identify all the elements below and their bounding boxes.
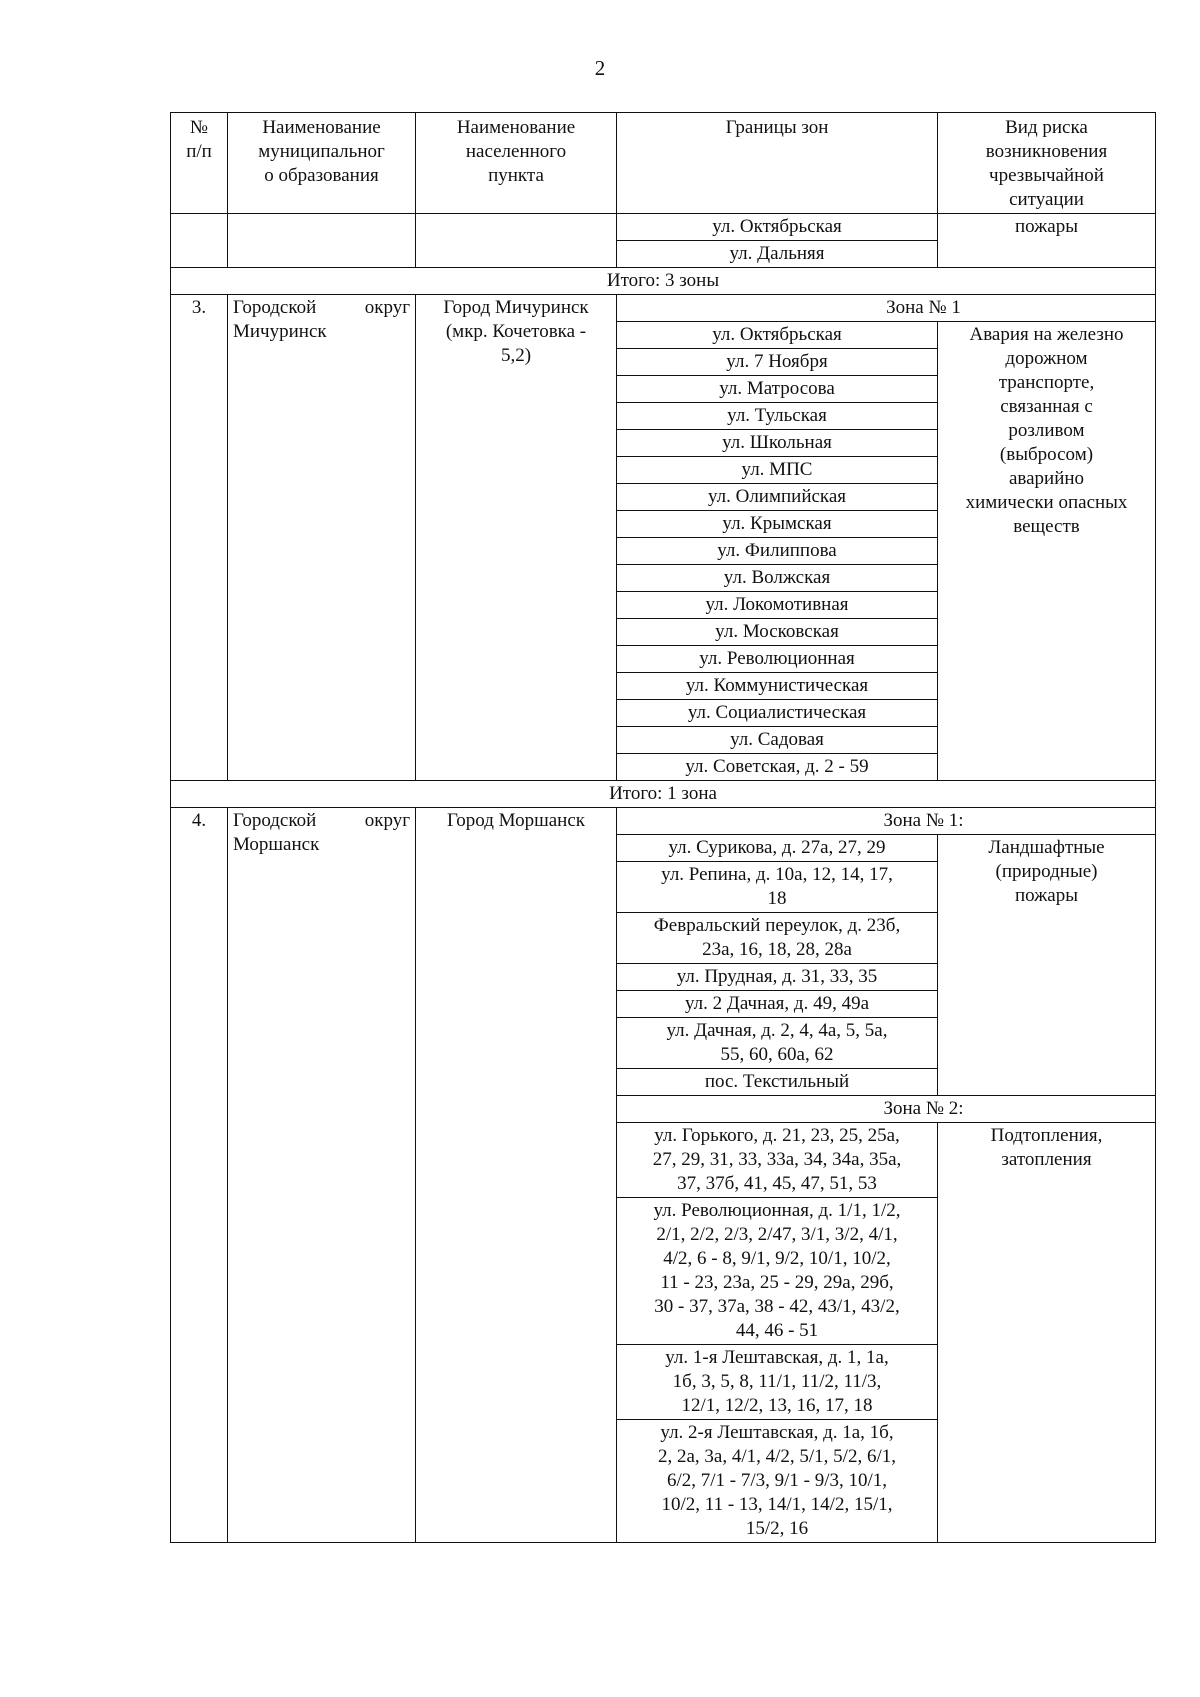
street-cell: ул. Советская, д. 2 - 59	[617, 754, 938, 781]
street-cell: ул. Октябрьская	[617, 214, 938, 241]
street-cell: ул. Репина, д. 10а, 12, 14, 17, 18	[617, 862, 938, 913]
street-cell: ул. Дачная, д. 2, 4, 4а, 5, 5а, 55, 60, 60а, 62	[617, 1018, 938, 1069]
total-row: Итого: 1 зона	[171, 781, 1156, 808]
municipality-name: Городской округ Моршанск	[228, 808, 416, 1543]
header-risk-type: Вид риска возникновения чрезвычайной ситуации	[938, 113, 1156, 214]
street-cell: ул. 1-я Лештавская, д. 1, 1а, 1б, 3, 5, 8, 11/1, 11/2, 11/3, 12/1, 12/2, 13, 16, 17, 18	[617, 1345, 938, 1420]
street-cell: ул. Волжская	[617, 565, 938, 592]
street-cell: ул. 2-я Лештавская, д. 1а, 1б, 2, 2а, 3а, 4/1, 4/2, 5/1, 5/2, 6/1, 6/2, 7/1 - 7/3, 9/1 - 9/3, 10/1, 10/2, 11 - 13, 14/1, 14/2, 15/1, 15/2, 16	[617, 1420, 938, 1543]
street-cell: ул. Крымская	[617, 511, 938, 538]
settlement-name: Город Моршанск	[416, 808, 617, 1543]
street-cell: ул. Прудная, д. 31, 33, 35	[617, 964, 938, 991]
continued-num	[171, 214, 228, 268]
street-cell: ул. Московская	[617, 619, 938, 646]
risk-type: Авария на железно дорожном транспорте, связанная с розливом (выбросом) аварийно химически опасных веществ	[938, 322, 1156, 781]
street-cell: ул. Горького, д. 21, 23, 25, 25а, 27, 29, 31, 33, 33а, 34, 34а, 35а, 37, 37б, 41, 45, 47, 51, 53	[617, 1123, 938, 1198]
street-cell: ул. Матросова	[617, 376, 938, 403]
street-cell: ул. Филиппова	[617, 538, 938, 565]
zones-table	[170, 112, 1156, 1543]
street-cell: ул. Дальняя	[617, 241, 938, 268]
zone-title: Зона № 1:	[617, 808, 1156, 835]
row-number: 3.	[171, 295, 228, 781]
row-number: 4.	[171, 808, 228, 1543]
continued-municipality	[228, 214, 416, 268]
page-number: 2	[594, 56, 606, 80]
street-cell: ул. Революционная, д. 1/1, 1/2, 2/1, 2/2, 2/3, 2/47, 3/1, 3/2, 4/1, 4/2, 6 - 8, 9/1, 9/2, 10/1, 10/2, 11 - 23, 23а, 25 - 29, 29а, 29б, 30 - 37, 37а, 38 - 42, 43/1, 43/2, 44, 46 - 51	[617, 1198, 938, 1345]
street-cell: ул. МПС	[617, 457, 938, 484]
municipality-name: Городской округ Мичуринск	[228, 295, 416, 781]
street-cell: пос. Текстильный	[617, 1069, 938, 1096]
header-settlement: Наименование населенного пункта	[416, 113, 617, 214]
header-num: № п/п	[171, 113, 228, 214]
street-cell: ул. Сурикова, д. 27а, 27, 29	[617, 835, 938, 862]
continued-settlement	[416, 214, 617, 268]
zone-title: Зона № 1	[617, 295, 1156, 322]
street-cell: ул. 2 Дачная, д. 49, 49а	[617, 991, 938, 1018]
continued-risk: пожары	[938, 214, 1156, 268]
header-zone-boundaries: Границы зон	[617, 113, 938, 214]
street-cell: ул. Коммунистическая	[617, 673, 938, 700]
street-cell: Февральский переулок, д. 23б, 23а, 16, 18, 28, 28а	[617, 913, 938, 964]
street-cell: ул. 7 Ноября	[617, 349, 938, 376]
risk-type: Ландшафтные (природные) пожары	[938, 835, 1156, 1096]
street-cell: ул. Садовая	[617, 727, 938, 754]
street-cell: ул. Социалистическая	[617, 700, 938, 727]
street-cell: ул. Революционная	[617, 646, 938, 673]
risk-type: Подтопления, затопления	[938, 1123, 1156, 1543]
total-row: Итого: 3 зоны	[171, 268, 1156, 295]
street-cell: ул. Локомотивная	[617, 592, 938, 619]
zone-title: Зона № 2:	[617, 1096, 1156, 1123]
street-cell: ул. Школьная	[617, 430, 938, 457]
street-cell: ул. Олимпийская	[617, 484, 938, 511]
header-municipality: Наименование муниципальног о образования	[228, 113, 416, 214]
settlement-name: Город Мичуринск (мкр. Кочетовка - 5,2)	[416, 295, 617, 781]
street-cell: ул. Октябрьская	[617, 322, 938, 349]
street-cell: ул. Тульская	[617, 403, 938, 430]
